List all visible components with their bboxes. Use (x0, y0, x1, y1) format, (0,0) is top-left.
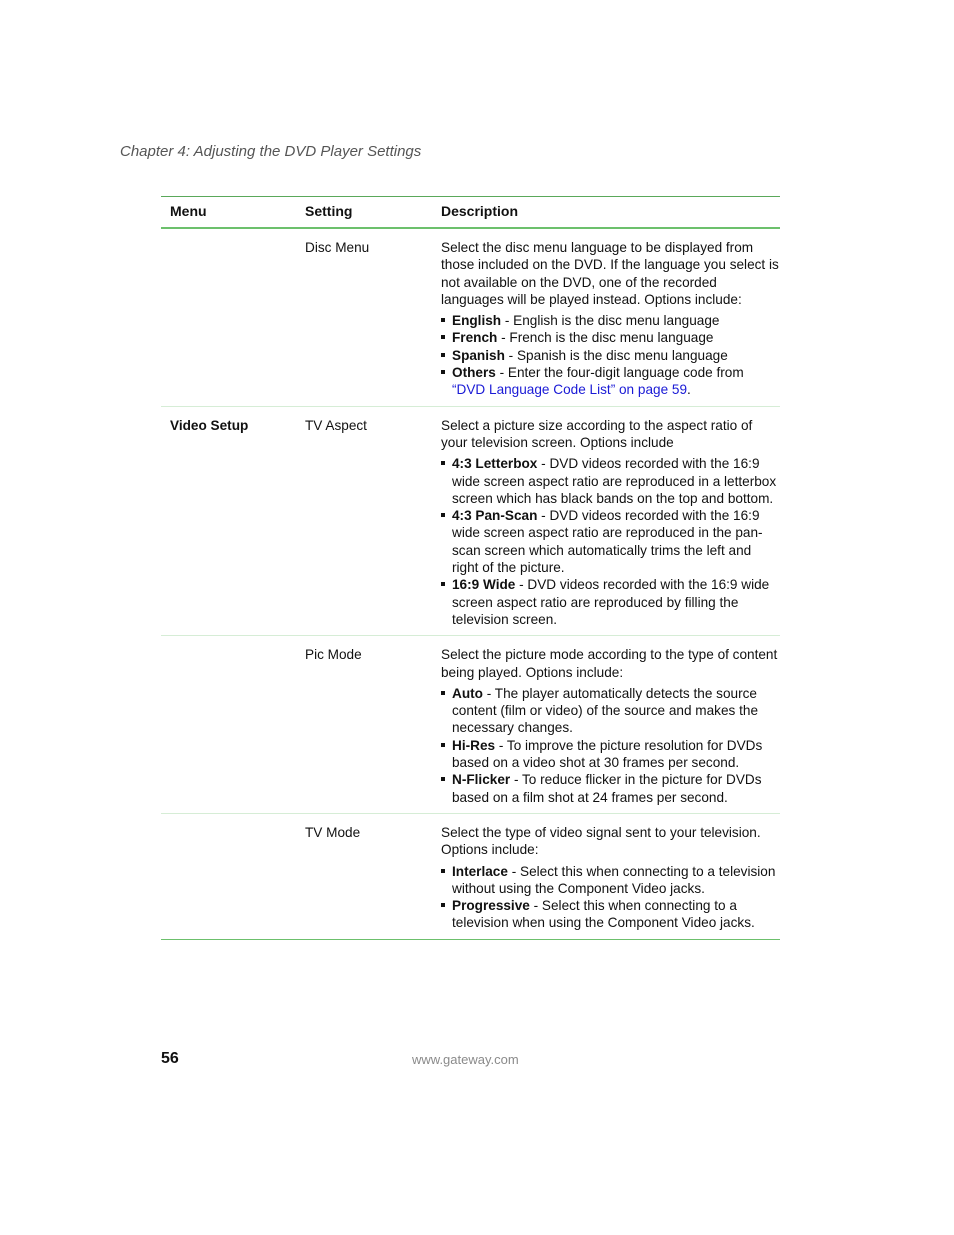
option-name: 4:3 Letterbox (452, 456, 538, 472)
option-text: - DVD videos recorded with the 16:9 wide screen aspect ratio are reproduced by filling the television screen. (452, 577, 770, 627)
setting-cell: TV Aspect (296, 406, 432, 636)
option-item (441, 737, 780, 772)
option-text: - Select this when connecting to a television without using the Component Video jacks. (452, 863, 776, 896)
table-row (161, 228, 780, 406)
option-list (441, 685, 780, 806)
table-row (161, 636, 780, 814)
setting-cell: Pic Mode (296, 636, 432, 814)
option-name: Hi-Res (452, 737, 496, 753)
option-name: French (452, 330, 498, 346)
option-item (441, 685, 780, 737)
option-item (441, 771, 780, 806)
option-name: Progressive (452, 898, 530, 914)
option-name: Others (452, 365, 496, 381)
description-cell (432, 813, 780, 939)
menu-cell: Video Setup (161, 406, 296, 636)
option-text: - To improve the picture resolution for DVDs based on a video shot at 30 frames per second. (452, 737, 763, 771)
description-intro: Select the type of video signal sent to your television. Options include: (441, 824, 761, 858)
column-header-setting: Setting (296, 197, 432, 229)
description-intro: Select a picture size according to the aspect ratio of your television screen. Options include (441, 417, 753, 450)
menu-cell (161, 813, 296, 939)
option-text: - French is the disc menu language (497, 330, 714, 346)
description-cell (432, 636, 780, 814)
option-item (441, 364, 780, 399)
column-header-menu: Menu (161, 197, 296, 229)
option-name: Interlace (452, 863, 508, 879)
option-name: Spanish (452, 347, 505, 363)
option-list (441, 863, 780, 932)
option-text: - To reduce flicker in the picture for DVDs based on a film shot at 24 frames per second. (452, 772, 762, 805)
option-name: 4:3 Pan-Scan (452, 508, 538, 524)
option-item (441, 347, 780, 364)
option-item (441, 897, 780, 932)
language-code-list-link[interactable]: “DVD Language Code List” on page 59 (452, 382, 688, 398)
description-cell (432, 228, 780, 406)
column-header-description: Description (432, 197, 780, 229)
settings-table (161, 196, 780, 940)
option-item (441, 455, 780, 507)
description-cell (432, 406, 780, 636)
option-list (441, 455, 780, 628)
option-text: - Spanish is the disc menu language (504, 347, 728, 363)
option-name: Auto (452, 685, 483, 701)
menu-cell (161, 228, 296, 406)
option-item (441, 312, 780, 329)
description-intro: Select the disc menu language to be displayed from those included on the DVD. If the language you select is not available on the DVD, one of the recorded languages will be played instead. Options include: (441, 240, 779, 307)
option-name: English (452, 313, 502, 329)
table-row (161, 813, 780, 939)
table-header-row (161, 197, 780, 229)
option-text: - The player automatically detects the source content (film or video) of the source and makes the necessary changes. (452, 685, 759, 736)
option-item (441, 329, 780, 346)
option-item (441, 507, 780, 576)
option-item (441, 576, 780, 628)
option-text: - DVD videos recorded with the 16:9 wide screen aspect ratio are reproduced in the pan-scan screen which automatically trims the left and right of the picture. (452, 508, 763, 576)
footer-url: www.gateway.com (412, 1052, 519, 1067)
option-list (441, 312, 780, 398)
option-text: - English is the disc menu language (501, 313, 720, 329)
option-name: 16:9 Wide (452, 577, 516, 593)
page-number: 56 (161, 1050, 179, 1067)
description-intro: Select the picture mode according to the type of content being played. Options include: (441, 647, 778, 680)
table-row (161, 406, 780, 636)
option-text: - Select this when connecting to a television when using the Component Video jacks. (452, 898, 755, 931)
chapter-header: Chapter 4: Adjusting the DVD Player Settings (120, 143, 422, 160)
option-name: N-Flicker (452, 772, 511, 788)
setting-cell: TV Mode (296, 813, 432, 939)
setting-cell: Disc Menu (296, 228, 432, 406)
option-text: - DVD videos recorded with the 16:9 wide screen aspect ratio are reproduced in a letterbox screen which has black bands on the top and bottom. (452, 456, 777, 506)
option-item (441, 863, 780, 898)
option-text-end: . (687, 382, 691, 398)
menu-cell (161, 636, 296, 814)
option-text: - Enter the four-digit language code from (495, 365, 744, 381)
